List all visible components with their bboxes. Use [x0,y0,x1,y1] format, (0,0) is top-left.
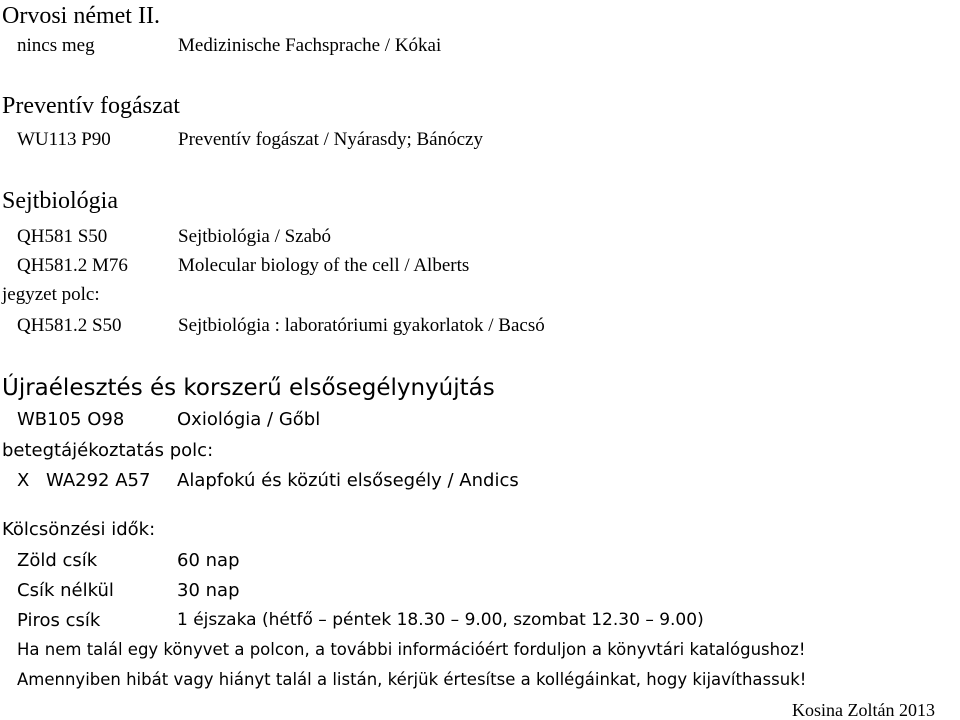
call-number: QH581 S50 [17,226,108,247]
book-title: Oxiológia / Gőbl [177,409,321,430]
loan-value: 1 éjszaka (hétfő – péntek 18.30 – 9.00, szombat 12.30 – 9.00) [177,610,704,630]
book-title: Sejtbiológia : laboratóriumi gyakorlatok / Bacsó [178,315,545,336]
loan-label: Piros csík [17,610,101,631]
loan-value: 60 nap [177,550,240,571]
book-title: Preventív fogászat / Nyárasdy; Bánóczy [178,129,483,150]
loan-title: Kölcsönzési idők: [2,519,156,540]
section-title-sejtbiologia: Sejtbiológia [2,188,118,214]
call-number: nincs meg [17,35,95,56]
loan-label: Zöld csík [17,550,98,571]
call-number: WU113 P90 [17,129,111,150]
book-title: Alapfokú és közúti elsősegély / Andics [177,470,519,491]
shelf-note: jegyzet polc: [2,284,100,305]
book-title: Medizinische Fachsprache / Kókai [178,35,442,56]
loan-value: 30 nap [177,580,240,601]
call-number: WB105 O98 [17,409,125,430]
loan-label: Csík nélkül [17,580,114,601]
section-title-preventiv-fogaszat: Preventív fogászat [2,93,180,119]
book-title: Molecular biology of the cell / Alberts [178,255,470,276]
section-title-orvosi-nemet: Orvosi német II. [2,3,160,29]
call-number: WA292 A57 [46,470,151,491]
missing-mark: X [17,470,30,491]
shelf-note: betegtájékoztatás polc: [2,440,214,461]
author-credit: Kosina Zoltán 2013 [792,700,935,720]
call-number: QH581.2 S50 [17,315,122,336]
note-catalog: Ha nem talál egy könyvet a polcon, a további információért forduljon a könyvtári katalógushoz! [17,640,806,659]
call-number: QH581.2 M76 [17,255,128,276]
section-title-ujraelesztes: Újraélesztés és korszerű elsősegélynyújtás [2,375,495,401]
book-title: Sejtbiológia / Szabó [178,226,332,247]
note-report-error: Amennyiben hibát vagy hiányt talál a listán, kérjük értesítse a kollégáinkat, hogy kijavíthassuk! [17,670,807,689]
